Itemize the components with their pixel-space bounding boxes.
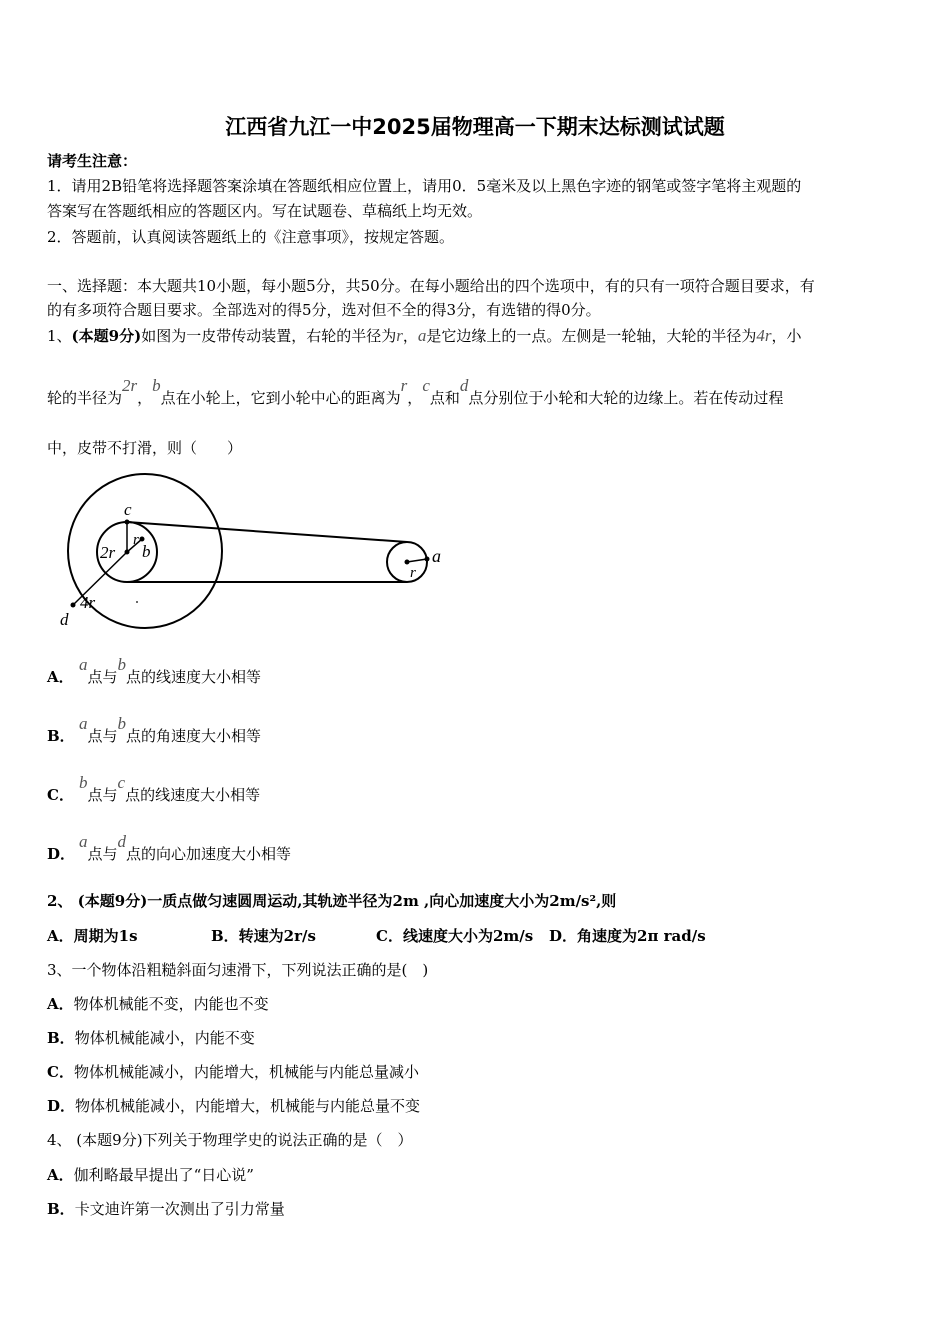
q1-var-a: a [417,326,427,345]
q2-stem: 2、 (本题9分)一质点做匀速圆周运动,其轨迹半径为2m ,向心加速度大小为2m/s²,则 [47,892,617,910]
page-title: 江西省九江一中2025届物理高一下期末达标测试试题 [225,115,725,139]
q1-text-7: 点分别位于小轮和大轮的边缘上。若在传动过程 [468,389,784,407]
q1-text-6: 点和 [429,389,460,407]
q3-option-a-letter: A． [47,995,74,1013]
section-intro-1: 一、选择题：本大题共10小题，每小题5分，共50分。在每小题给出的四个选项中，有的只有一项符合题目要求，有 [47,277,815,295]
small-wheel-center [125,550,130,555]
q3-option-b [47,1027,255,1049]
q3-option-c-text: 物体机械能减小，内能增大，机械能与内能总量减小 [73,1063,419,1081]
q1-line-1 [47,325,802,347]
q1-option-d-text: 点的向心加速度大小相等 [126,845,292,863]
q4-option-a [47,1164,254,1186]
q1-option-a-var1: a [79,655,88,674]
q1-option-d [47,832,292,865]
notice-heading: 请考生注意： [47,152,138,170]
label-r: r [133,532,139,548]
q1-text-2: 是它边缘上的一点。左侧是一轮轴，大轮的半径为 [426,327,757,345]
q1-text-4: 轮的半径为 [47,389,123,407]
q1-score: (本题9分) [71,327,142,345]
label-b: b [142,542,151,561]
right-wheel-center [405,560,410,565]
q4-stem: 4、 (本题9分)下列关于物理学史的说法正确的是（ ） [47,1131,413,1149]
label-2r: 2r [100,543,116,562]
q2-option-d: D．角速度为2π rad/s [549,927,706,945]
q3-option-b-text: 物体机械能减小，内能不变 [74,1029,255,1047]
stray-dot [136,601,138,603]
q1-line-3: 中，皮带不打滑，则（ ） [47,439,243,457]
q1-var-b: b [152,376,161,395]
q1-option-a-text: 点的线速度大小相等 [126,668,262,686]
q4-option-b-letter: B． [47,1200,75,1218]
q3-option-d-text: 物体机械能减小，内能增大，机械能与内能总量不变 [75,1097,421,1115]
q4-option-b [47,1198,285,1220]
q1-var-r2: r [400,376,408,395]
q1-var-d: d [459,376,469,395]
q1-option-c-var1: b [79,773,88,792]
q1-option-b-mid: 点与 [87,727,118,745]
q1-number: 1、 [47,327,72,345]
q1-option-b-var1: a [79,714,88,733]
belt-drive-figure [40,465,460,635]
q1-var-4r: 4r [756,326,772,345]
label-right-r: r [410,565,416,581]
notice-item-1b: 答案写在答题纸相应的答题区内。写在试题卷、草稿纸上均无效。 [47,202,483,220]
label-c: c [124,500,132,519]
q4-option-a-letter: A． [47,1166,74,1184]
q2-option-a: A．周期为1s [47,927,138,945]
q4-option-a-text: 伽利略最早提出了“日心说” [73,1166,254,1184]
q1-option-c-letter: C． [47,786,74,804]
label-4r: 4r [80,593,96,612]
q1-var-c: c [422,376,430,395]
q3-option-d-letter: D． [47,1097,76,1115]
q1-option-b-text: 点的角速度大小相等 [126,727,262,745]
section-intro-2: 的有多项符合题目要求。全部选对的得5分，选对但不全的得3分，有选错的得0分。 [47,301,601,319]
q4-option-b-text: 卡文迪许第一次测出了引力常量 [74,1200,285,1218]
point-d [71,603,76,608]
q1-option-d-var2: d [117,832,127,851]
point-c [125,520,130,525]
q1-option-c-text: 点的线速度大小相等 [125,786,261,804]
q2-option-c: C．线速度大小为2m/s [376,927,534,945]
q1-line-2: 轮的半径为2r，b点在小轮上，它到小轮中心的距离为r，c点和d点分别位于小轮和大轮的边缘上。若在传动过程 [47,376,784,407]
q3-option-a-text: 物体机械能不变，内能也不变 [73,995,269,1013]
q1-option-d-mid: 点与 [87,845,118,863]
q1-option-d-var1: a [79,832,88,851]
q3-option-c-letter: C． [47,1063,74,1081]
q1-option-c-mid: 点与 [87,786,118,804]
q1-text-1: 如图为一皮带传动装置，右轮的半径为 [141,327,397,345]
q1-sep: ， [402,327,418,345]
notice-item-2: 2．答题前，认真阅读答题纸上的《注意事项》，按规定答题。 [47,228,455,246]
q1-text-5: 点在小轮上，它到小轮中心的距离为 [160,389,401,407]
q3-option-a [47,993,269,1015]
label-d: d [60,610,69,629]
q1-option-a-letter: A． [47,668,74,686]
notice-item-1a: 1．请用2B铅笔将选择题答案涂填在答题纸相应位置上，请用0．5毫米及以上黑色字迹的钢笔或签字笔将主观题的 [47,177,802,195]
q1-option-a-mid: 点与 [87,668,118,686]
q1-option-a-var2: b [117,655,127,674]
q1-option-b-letter: B． [47,727,75,745]
belt-top [127,522,407,542]
q2-option-b: B．转速为2r/s [211,927,316,945]
q3-option-d [47,1095,420,1117]
radius-right-line [407,559,427,562]
q1-option-c [47,773,261,806]
q3-option-c [47,1061,419,1083]
q1-option-b-var2: b [117,714,127,733]
point-a [425,557,430,562]
q1-option-c-var2: c [117,773,126,792]
q1-option-d-letter: D． [47,845,76,863]
q1-var-r: r [396,326,403,345]
q1-text-3: ，小 [771,327,802,345]
point-b [140,537,145,542]
q1-option-a [47,655,262,688]
q3-option-b-letter: B． [47,1029,75,1047]
q1-option-b [47,714,262,747]
label-a: a [432,546,441,566]
q1-var-2r: 2r [122,376,138,395]
q3-stem: 3、一个物体沿粗糙斜面匀速滑下，下列说法正确的是( ) [47,961,429,979]
